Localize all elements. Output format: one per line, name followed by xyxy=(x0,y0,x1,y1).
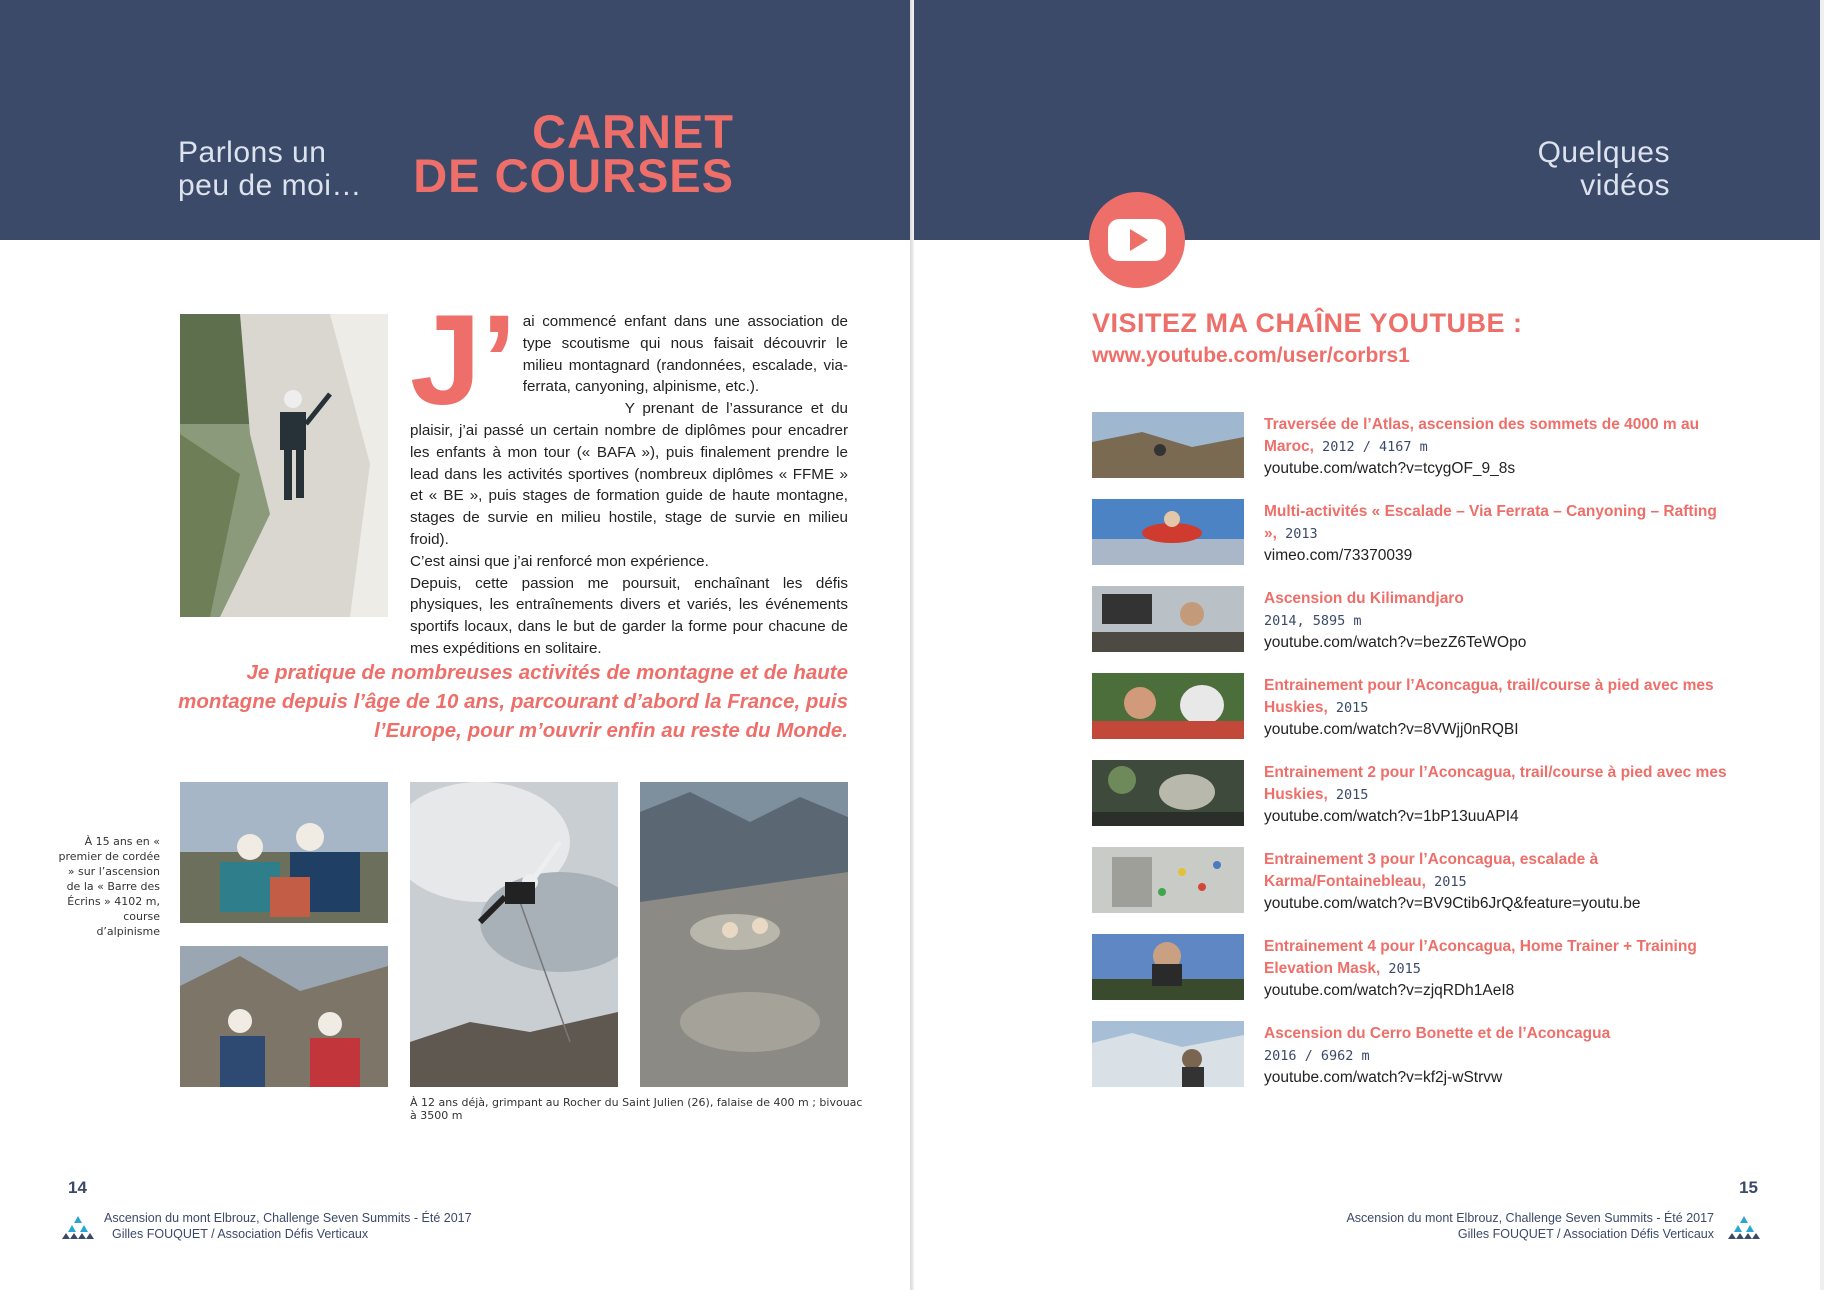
page-number: 14 xyxy=(68,1178,87,1197)
page-title xyxy=(412,105,734,202)
mountain-logo-icon xyxy=(62,1214,94,1240)
footer-line-1: Ascension du mont Elbrouz, Challenge Seven Summits - Été 2017 xyxy=(104,1211,472,1225)
mountain-logo-icon xyxy=(1728,1214,1760,1240)
photo-climber-wall xyxy=(180,314,388,617)
intro-paragraph-3: C’est ainsi que j’ai renforcé mon expérience. xyxy=(410,552,709,570)
video-url[interactable]: youtube.com/watch?v=bezZ6TeWOpo xyxy=(1264,634,1527,651)
video-meta: 2015 xyxy=(1327,787,1369,803)
video-meta: 2014, 5895 m xyxy=(1264,613,1362,629)
video-url[interactable]: vimeo.com/73370039 xyxy=(1264,547,1413,564)
footer xyxy=(104,1210,472,1242)
video-title: Ascension du Kilimandjaro xyxy=(1264,590,1464,607)
video-thumbnail[interactable] xyxy=(1092,586,1244,652)
video-url[interactable]: youtube.com/watch?v=tcygOF_9_8s xyxy=(1264,460,1516,477)
drop-cap: J’ xyxy=(410,289,517,432)
video-url[interactable]: youtube.com/watch?v=1bP13uuAPI4 xyxy=(1264,808,1519,825)
video-item xyxy=(1092,499,1732,586)
photo-climbers-rest xyxy=(180,782,388,923)
intro-text xyxy=(410,289,848,660)
right-kicker xyxy=(1538,136,1670,202)
video-title: Entrainement 3 pour l’Aconcagua, escalade à Karma/Fontainebleau, xyxy=(1264,851,1599,890)
video-title: Ascension du Cerro Bonette et de l’Aconcagua xyxy=(1264,1025,1611,1042)
video-url[interactable]: youtube.com/watch?v=kf2j-wStrvw xyxy=(1264,1069,1503,1086)
page-title-line-1: CARNET xyxy=(532,105,734,158)
video-meta: 2013 xyxy=(1276,526,1318,542)
video-title: Entrainement pour l’Aconcagua, trail/course à pied avec mes Huskies, xyxy=(1264,677,1714,716)
video-thumbnail[interactable] xyxy=(1092,673,1244,739)
footer-right-line-1: Ascension du mont Elbrouz, Challenge Seven Summits - Été 2017 xyxy=(1346,1211,1714,1225)
video-url[interactable]: youtube.com/watch?v=8VWjj0nRQBI xyxy=(1264,721,1519,738)
photo-bivouac xyxy=(640,782,848,1087)
video-thumbnail[interactable] xyxy=(1092,412,1244,478)
caption-side: À 15 ans en « premier de cordée » sur l’ascension de la « Barre des Écrins » 4102 m, course d’alpinisme xyxy=(58,835,160,938)
youtube-heading: VISITEZ MA CHAÎNE YOUTUBE : xyxy=(1092,308,1523,338)
video-title: Traversée de l’Atlas, ascension des sommets de 4000 m au Maroc, xyxy=(1264,416,1700,455)
video-title: Entrainement 2 pour l’Aconcagua, trail/course à pied avec mes Huskies, xyxy=(1264,764,1727,803)
video-item xyxy=(1092,760,1732,847)
youtube-icon xyxy=(1089,192,1185,288)
video-meta: 2015 xyxy=(1327,700,1369,716)
footer-right xyxy=(1346,1210,1714,1242)
intro-paragraph-4: Depuis, cette passion me poursuit, enchaînant les défis physiques, les entraînements divers et variés, les événements sportifs locaux, dans le but de garder la forme pour chacune de mes expéditions en solitaire. xyxy=(410,574,848,657)
video-item xyxy=(1092,1021,1732,1108)
video-meta: 2012 / 4167 m xyxy=(1313,439,1428,455)
right-page xyxy=(914,0,1820,1290)
video-meta: 2015 xyxy=(1425,874,1467,890)
video-item xyxy=(1092,847,1732,934)
footer-line-2: Gilles FOUQUET / Association Défis Verticaux xyxy=(112,1227,369,1241)
video-thumbnail[interactable] xyxy=(1092,847,1244,913)
video-meta: 2016 / 6962 m xyxy=(1264,1048,1370,1064)
page-number-right: 15 xyxy=(1739,1178,1758,1197)
video-thumbnail[interactable] xyxy=(1092,934,1244,1000)
left-kicker-line-1: Parlons un xyxy=(178,136,327,169)
right-kicker-line-1: Quelques xyxy=(1537,136,1670,169)
right-kicker-line-2: vidéos xyxy=(1580,169,1670,202)
left-page xyxy=(0,0,910,1290)
video-url[interactable]: youtube.com/watch?v=zjqRDh1AeI8 xyxy=(1264,982,1515,999)
photo-climbers-ridge xyxy=(180,946,388,1087)
video-thumbnail[interactable] xyxy=(1092,499,1244,565)
video-item xyxy=(1092,586,1732,673)
pull-quote: Je pratique de nombreuses activités de montagne et de haute montagne depuis l’âge de 10 ans, parcourant d’abord la France, puis l’Europe, pour m’ouvrir enfin au reste du Monde. xyxy=(178,661,848,742)
video-title: Entrainement 4 pour l’Aconcagua, Home Trainer + Training Elevation Mask, xyxy=(1264,938,1697,977)
video-url[interactable]: youtube.com/watch?v=BV9Ctib6JrQ&feature=youtu.be xyxy=(1264,895,1641,912)
intro-paragraph-2: Y prenant de l’assurance et du plaisir, j’ai passé un certain nombre de diplômes pour encadrer les enfants à mon tour (« BAFA »), puis finalement prendre le lead dans les activités sportives (nombreux diplômes « FFME » et « BE », puis stages de formation guide de haute montagne, stages de survie en milieu hostile, stage de survie en milieu froid). xyxy=(410,400,848,548)
video-thumbnail[interactable] xyxy=(1092,1021,1244,1087)
photo-climber-overhang xyxy=(410,782,618,1087)
footer-right-line-2: Gilles FOUQUET / Association Défis Verticaux xyxy=(1457,1227,1714,1241)
video-item xyxy=(1092,673,1732,760)
header-band-right xyxy=(914,0,1820,240)
intro-paragraph-1: ai commencé enfant dans une association de type scoutisme qui nous faisait découvrir le milieu montagnard (randonnées, escalade, via-ferrata, canyoning, alpinisme, etc.). xyxy=(522,313,848,396)
video-item xyxy=(1092,412,1732,499)
youtube-channel-link[interactable]: www.youtube.com/user/corbrs1 xyxy=(1092,344,1410,367)
caption-bottom: À 12 ans déjà, grimpant au Rocher du Saint Julien (26), falaise de 400 m ; bivouac à 3500 m xyxy=(410,1096,863,1122)
left-kicker xyxy=(178,136,362,202)
video-meta: 2015 xyxy=(1380,961,1421,977)
video-list xyxy=(1092,412,1732,1108)
video-thumbnail[interactable] xyxy=(1092,760,1244,826)
page-title-line-2: DE COURSES xyxy=(413,149,734,202)
video-item xyxy=(1092,934,1732,1021)
video-title: Multi-activités « Escalade – Via Ferrata – Canyoning – Rafting », xyxy=(1264,503,1717,542)
left-kicker-line-2: peu de moi… xyxy=(178,169,362,202)
